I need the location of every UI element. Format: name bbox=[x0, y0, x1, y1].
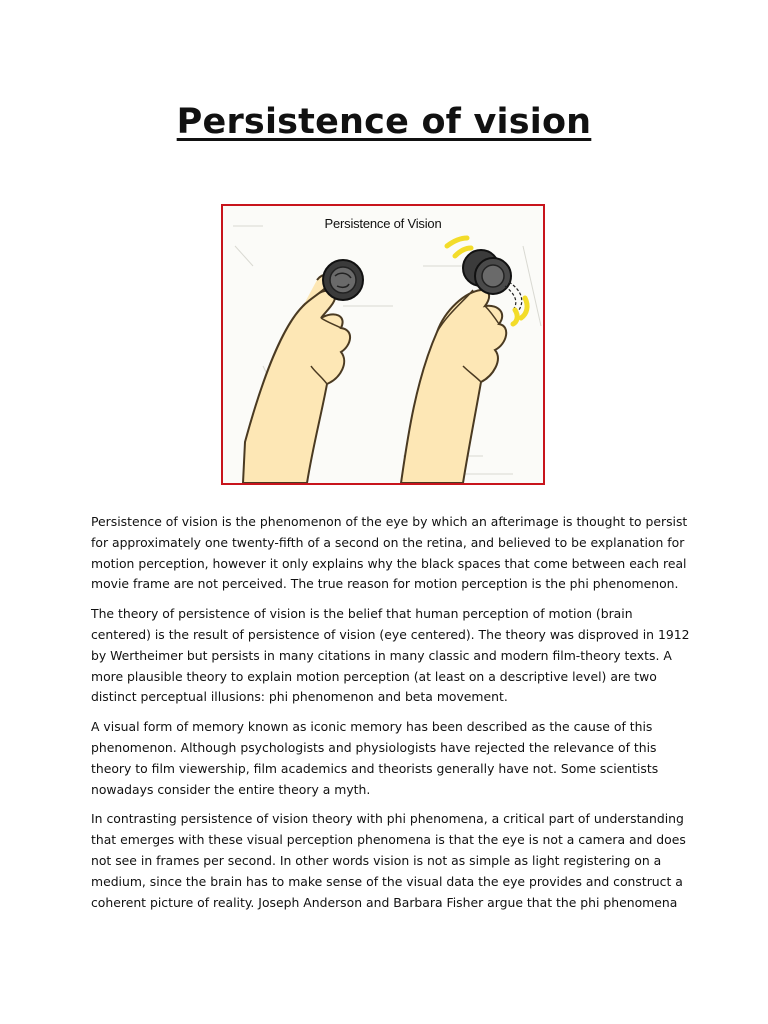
paragraph: Persistence of vision is the phenomenon of the eye by which an afterimage is thought to persist for approximately one twenty-fifth of a second on the retina, and believed to be explanation for motion perception, however it only explains why the black spaces that come between each real movie frame are not perceived. The true reason for motion perception is the phi phenomenon. bbox=[91, 514, 688, 592]
paragraph: The theory of persistence of vision is the belief that human perception of motion (brain centered) is the result of persistence of vision (eye centered). The theory was disproved in 1912 by Wertheimer but persists in many citations in many classic and modern film-theory texts. A more plausible theory to explain motion perception (at least on a descriptive level) are two distinct perceptual illusions: phi phenomenon and beta movement. bbox=[91, 606, 690, 705]
paragraph: In contrasting persistence of vision theory with phi phenomena, a critical part of understanding that emerges with these visual perception phenomena is that the eye is not a camera and does not see in frames per second. In other words vision is not as simple as light registering on a medium, since the brain has to make sense of the visual data the eye provides and construct a coherent picture of reality. Joseph Anderson and Barbara Fisher argue that the phi phenomena bbox=[91, 811, 686, 910]
figure-caption: Persistence of Vision bbox=[324, 216, 442, 231]
body-text bbox=[91, 512, 691, 922]
page-title: Persistence of vision bbox=[176, 102, 592, 142]
right-hand-icon bbox=[401, 290, 506, 483]
paragraph: A visual form of memory known as iconic memory has been described as the cause of this phenomenon. Although psychologists and physiologists have rejected the relevance of this theory to film viewership, film academics and theorists generally have not. Some scientists nowadays consider the entire theory a myth. bbox=[91, 719, 659, 797]
illustration-drawing bbox=[223, 206, 543, 483]
left-hand-icon bbox=[243, 275, 350, 483]
left-coin-icon bbox=[323, 260, 363, 300]
persistence-of-vision-illustration bbox=[221, 204, 545, 485]
